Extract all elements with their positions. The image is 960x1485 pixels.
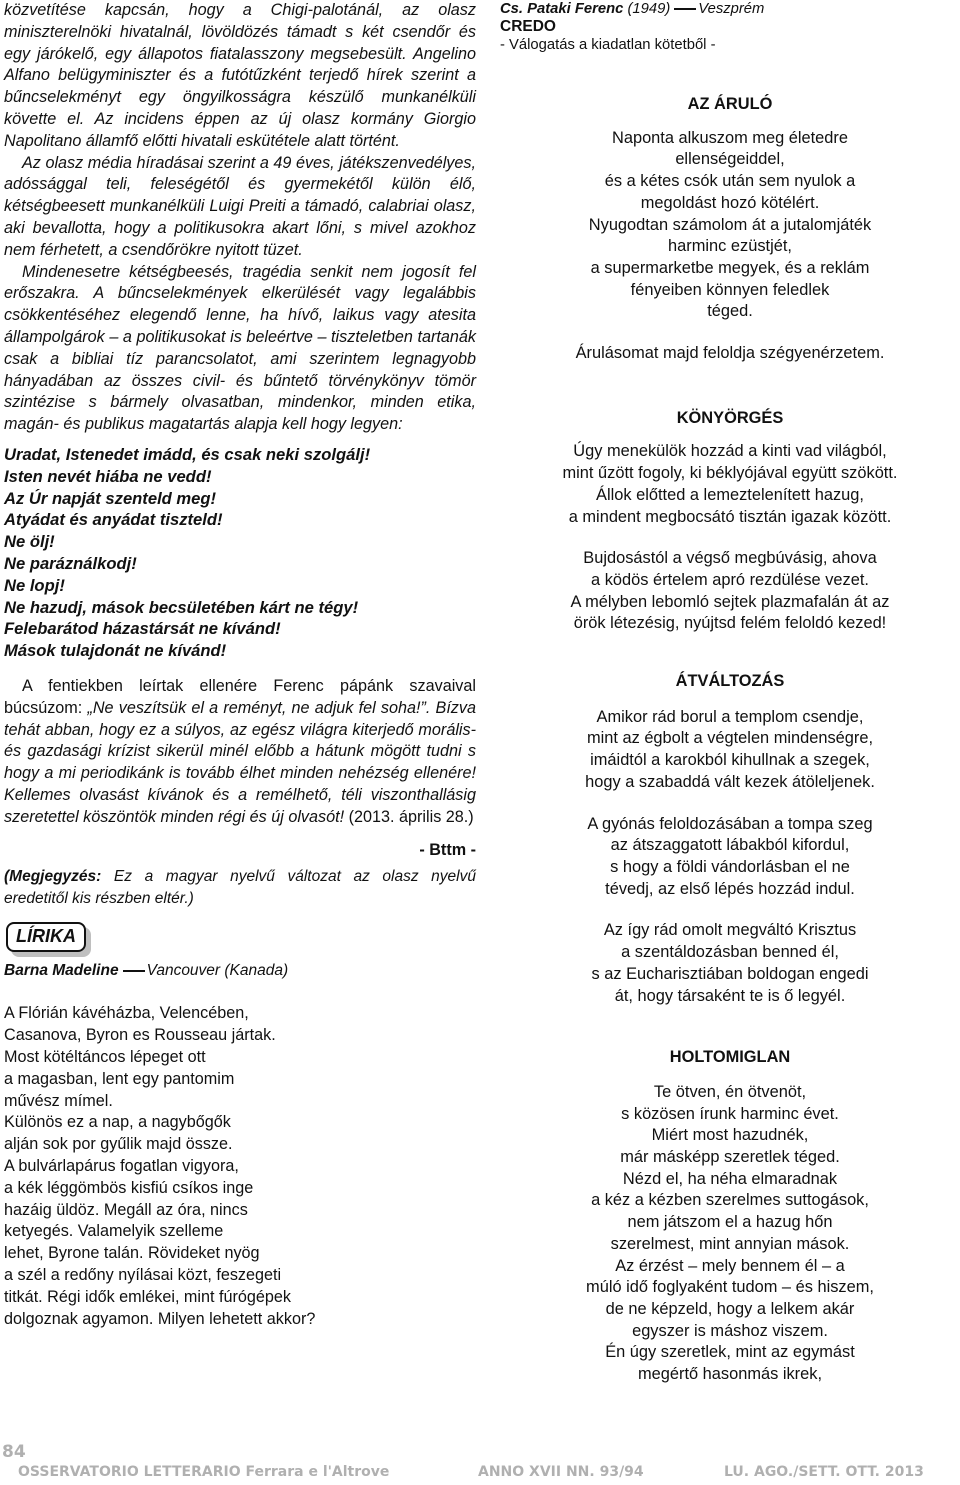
poem-stanza (500, 1082, 960, 1386)
poem-line: Casanova, Byron es Rousseau jártak. (4, 1026, 276, 1045)
poem-line: tévedj, az első lépés hozzád indul. (605, 879, 855, 898)
note-label: (Megjegyzés: (4, 868, 102, 886)
poet-byline (4, 960, 476, 982)
poet-header (500, 0, 960, 54)
poem-line: A Flórián kávéházba, Velencében, (4, 1004, 249, 1023)
poem-line: Árulásomat majd feloldja szégyenérzetem. (575, 344, 885, 363)
poem-line: megoldást hozó kötélért. (640, 193, 820, 212)
poet-place: Vancouver (Kanada) (146, 961, 289, 979)
poem-line: Most kötéltáncos lépeget ott (4, 1048, 206, 1067)
poem-florian (4, 1003, 476, 1330)
poem-title: AZ ÁRULÓ (687, 95, 773, 113)
poem-line: Miért most hazudnék, (651, 1126, 809, 1145)
note-text: Ez a magyar nyelvű változat az olasz nyelvű eredetitől kis részben eltér.) (4, 868, 476, 908)
poem-line: hogy a szabaddá vált kezek átöleljenek. (585, 772, 875, 791)
poem-line: a supermarketbe megyek, és a reklám (590, 258, 870, 277)
footer-date: LU. AGO./SETT. OTT. 2013 (724, 1464, 924, 1480)
poem-line: de ne képzeld, hogy a lelkem akár (605, 1299, 855, 1318)
poem-line: ketyegés. Valamelyik szelleme (4, 1222, 224, 1241)
poem-line: A mélyben lebomló sejtek plazmafalán át az (570, 592, 890, 611)
poem-line: egyszer is máshoz viszem. (632, 1321, 828, 1340)
commandment: Ne paráználkodj! (4, 553, 137, 573)
ten-commandments (4, 444, 476, 662)
poem-line: fényeiben könnyen feledlek (630, 280, 830, 299)
poem-line: múló idő foglyaként tudom – és hiszem, (586, 1278, 874, 1297)
closing-paragraph (4, 676, 476, 829)
paragraph-3-italic: Mindenesetre kétségbeesés, tragédia senkit nem jogosít fel erőszakra. (4, 262, 476, 303)
closing-lead: A fentiekben leírtak ellenére Ferenc pápánk szavaival búcsúzom: (4, 676, 476, 717)
poem-line: a szél a redőny nyílásai közt, feszegeti (4, 1266, 282, 1285)
poem-stanza (500, 920, 960, 1007)
poem-line: a kéz a kézben szerelmes suttogások, (591, 1191, 869, 1210)
em-dash (674, 8, 696, 10)
author-years: (1949) (623, 1, 671, 17)
poem-line: szerelmest, mint annyian mások. (610, 1234, 850, 1253)
poem-line: a kék léggömbös kisfiú csíkos inge (4, 1178, 254, 1197)
poem-line: dolgoznak agyamon. Milyen lehetett akkor? (4, 1309, 316, 1328)
poet-name: Barna Madeline (4, 961, 119, 979)
credo-title: CREDO (500, 18, 556, 35)
poem-line: Különös ez a nap, a nagybőgők (4, 1113, 231, 1132)
editor-note (4, 866, 476, 910)
author-place: Veszprém (698, 1, 765, 17)
poem-line: A gyónás feloldozásában a tompa szeg (587, 814, 873, 833)
poem-line: imáidtól a karokból kihullnak a szegek, (590, 751, 870, 770)
footer-issue: ANNO XVII NN. 93/94 (478, 1464, 644, 1480)
poem-line: Bujdosástól a végső megbúvásig, ahova (583, 549, 877, 568)
commandment: Ne lopj! (4, 575, 65, 595)
poem-line: A bulvárlapárus fogatlan vigyora, (4, 1157, 239, 1176)
poem-title: KÖNYÖRGÉS (676, 408, 784, 427)
poem-line: hazáig üldöz. Megáll az óra, nincs (4, 1200, 248, 1219)
commandment: Isten nevét hiába ne vedd! (4, 466, 212, 486)
poem-line: Én úgy szeretlek, mint az egymást (605, 1343, 855, 1362)
poem-line: titkát. Régi idők emlékei, mint fúrógépek (4, 1287, 292, 1306)
paragraph-3-rest: A bűncselekmények elkerülését vagy legalábbis csökkentéséhez elegendő lenne, ha hívő, laikus vagy atesita állampolgárok – a politikusokat is beleértve – tiszteletben tartanák csak a bibliai tíz parancsolatot, ami szerintem legnagyobb hányadában az összes civil- és bűntető törvénykönyv tömör szintézise s bármely olvasatban, mindenkor, minden etika, magán- és publikus magatartás alapja kell hogy legyen: (4, 284, 476, 434)
closing-quote: „Ne veszítsük el a reményt, ne adjuk fel soha!”. Bízva tehát abban, hogy ez a súlyos, az egész világra kiterjedő morális- és gazdasági krízist sikerül minél előbb a hátunk mögött tudni s hogy a mi periodikánk is tovább élhet minden nehézség ellenére! Kellemes olvasást kívánok és a remélhető, téli viszonthallásig szeretettel köszöntök minden régi és új olvasót! (4, 698, 477, 826)
article-paragraph-3 (4, 262, 476, 436)
poem-line: a magasban, lent egy pantomim (4, 1069, 235, 1088)
poem-stanza (500, 343, 960, 365)
poem-line: már másképp szeretlek téged. (620, 1148, 840, 1167)
commandment: Atyádat és anyádat tiszteld! (4, 510, 223, 530)
poem-title: HOLTOMIGLAN (669, 1048, 791, 1067)
page-number: 84 (2, 1442, 26, 1462)
poem-line: a szentáldozásban benned él, (621, 943, 839, 962)
signature: - Bttm - (419, 841, 476, 860)
poem-line: Naponta alkuszom meg életedre (612, 128, 848, 147)
poem-line: az átszaggatott lábakból kifordul, (610, 836, 850, 855)
em-dash (123, 970, 145, 972)
poem-line: harminc ezüstjét, (668, 237, 792, 256)
commandment: Uradat, Istenedet imádd, és csak neki szolgálj! (4, 444, 371, 464)
commandment: Ne ölj! (4, 532, 55, 552)
article-paragraph-1: közvetítése kapcsán, hogy a Chigi-palotánál, az olasz miniszterelnöki hivatalnál, lövöldözés támadt s két csendőr és egy járókelő, egy állapotos fiatalasszony megsebesült. Angelino Alfano belügyminiszter és a futótűzként terjedő hírek szerint a bűncselekményt egy öngyilkosságra készülő munkanélküli követte el. Az incidens éppen az új olasz kormány Giorgio Napolitano államfő előtti hivatali eskütétele alatt történt. (4, 1, 476, 150)
commandment: Az Úr napját szenteld meg! (4, 488, 217, 508)
poem-title: ÁTVÁLTOZÁS (675, 672, 785, 691)
closing-date: (2013. április 28.) (344, 807, 474, 826)
poem-line: ellenségeiddel, (675, 150, 785, 169)
poem-stanza (500, 548, 960, 635)
article-paragraph-2: Az olasz média híradásai szerint a 49 éves, játékszenvedélyes, adóssággal teli, feleségétől és gyermekétől külön élő, kétségbeesett munkanélküli Luigi Preiti a támadó, calabriai olasz, aki bevallotta, hogy a politikusokra akart lőni, s mivel azokhoz nem férhetett, a csendőrökre nyitott tüzet. (4, 153, 476, 259)
poem-line: lehet, Byrone talán. Rövideket nyög (4, 1244, 260, 1263)
credo-subtitle: - Válogatás a kiadatlan kötetből - (500, 37, 716, 53)
poem-line: Amikor rád borul a templom csendje, (596, 707, 864, 726)
commandment: Mások tulajdonát ne kívánd! (4, 641, 227, 661)
poem-line: megértő hasonmás ikrek, (637, 1365, 823, 1384)
poem-line: a mindent megbocsátó tisztán igazak között. (568, 507, 892, 526)
poem-line: Állok előtted a lemeztelenített hazug, (596, 485, 864, 504)
footer-journal: OSSERVATORIO LETTERARIO Ferrara e l'Altrove (18, 1464, 390, 1480)
poem-line: Nyugodtan számolom át a jutalomjáték (588, 215, 872, 234)
left-column (4, 0, 476, 1330)
poem-line: s közösen írunk harminc évet. (621, 1104, 839, 1123)
poem-line: nem játszom el a hazug hőn (627, 1213, 833, 1232)
section-label-lirika: LÍRIKA (6, 922, 86, 952)
poem-stanza (500, 441, 960, 528)
poem-line: s hogy a földi vándorlásban el ne (610, 857, 850, 876)
poem-line: Nézd el, ha néha elmaradnak (622, 1169, 838, 1188)
page-footer (4, 1464, 960, 1484)
poem-stanza (500, 814, 960, 901)
poem-line: mint űzött fogoly, ki béklyójával együtt szökött. (562, 464, 898, 483)
poem-stanza (500, 128, 960, 323)
right-column (500, 0, 960, 1386)
poem-line: Te ötven, én ötvenöt, (653, 1082, 807, 1101)
poem-line: a ködös értelem apró rezdülése vezet. (591, 570, 869, 589)
poem-line: s az Eucharisztiában boldogan engedi (591, 964, 869, 983)
poem-line: Úgy menekülök hozzád a kinti vad világból, (573, 442, 887, 461)
poem-line: alján sok por gyűlik majd össze. (4, 1135, 233, 1154)
author-name: Cs. Pataki Ferenc (500, 1, 624, 17)
commandment: Felebarátod házastársát ne kívánd! (4, 619, 281, 639)
commandment: Ne hazudj, mások becsületében kárt ne tégy! (4, 597, 359, 617)
poem-line: mint az égbolt a végtelen mindenségre, (586, 729, 874, 748)
poem-line: örök létezésig, nyújtsd felém feloldó kezed! (573, 614, 887, 633)
poet-byline-right (500, 0, 960, 18)
poem-line: téged. (707, 302, 753, 321)
poem-line: Az érzést – mely bennem él – a (615, 1256, 845, 1275)
poem-line: és a kétes csók után sem nyulok a (604, 172, 856, 191)
poem-stanza (500, 707, 960, 794)
poem-line: művész mímel. (4, 1091, 113, 1110)
poem-line: Az így rád omolt megváltó Krisztus (603, 921, 857, 940)
poem-line: át, hogy társaként te is ő legyél. (614, 986, 846, 1005)
